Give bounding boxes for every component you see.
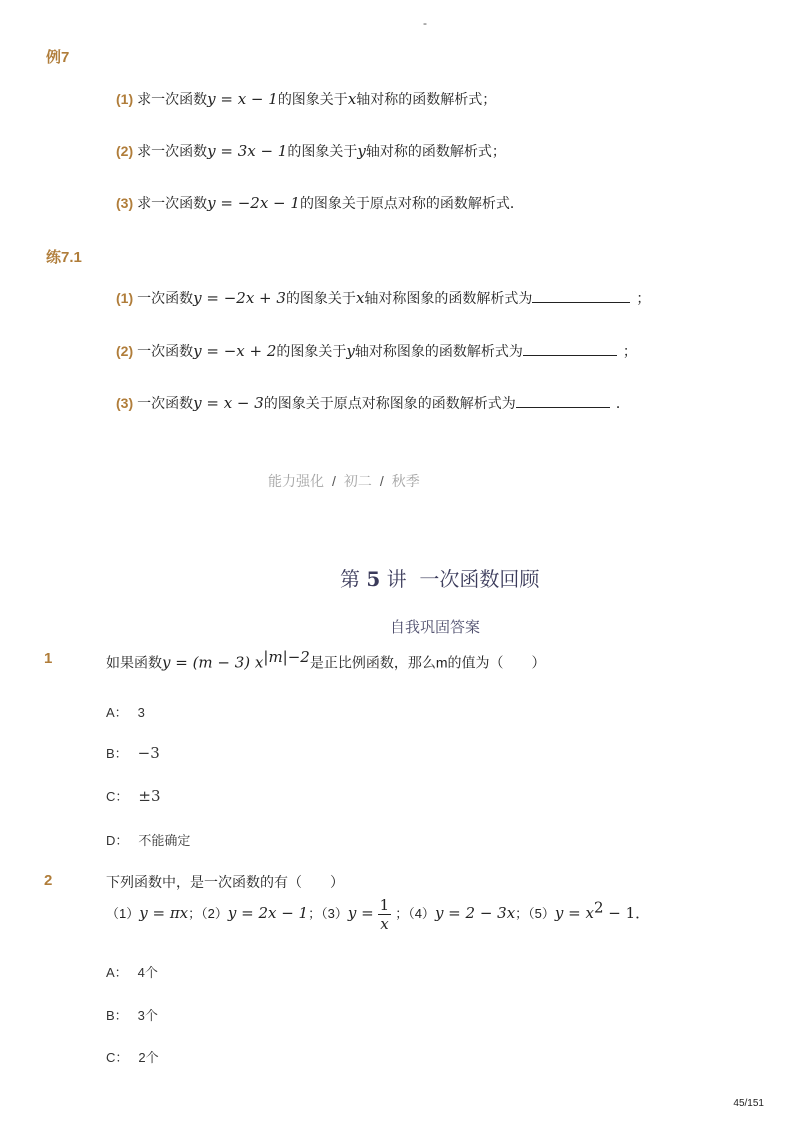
example-7-title: 例7 (46, 49, 70, 66)
question-1-text: 如果函数y = (m − 3) $x^{|m|-2}$是正比例函数，那么m的值为（ ） (106, 648, 546, 672)
example-7-item-3: (3) 求一次函数y = −2x − 1的图象关于原点对称的函数解析式． (116, 194, 524, 212)
example-7-item-2: (2) 求一次函数y = 3x − 1的图象关于y轴对称的函数解析式； (116, 142, 506, 160)
question-1-number: 1 (44, 650, 53, 667)
lecture-title: 第 5 讲 一次函数回顾 (340, 567, 540, 591)
answer-blank[interactable] (516, 395, 610, 408)
question-2-formulas: （1）y = πx；（2）y = 2x − 1；（3）y = $\frac{1}{x}$ ；（4）y = 2 − 3x；$(5)y = x^2 - 1$． (106, 896, 651, 933)
practice-item-2: (2) 一次函数y = −x + 2的图象关于y轴对称图象的函数解析式为 ； (116, 342, 637, 360)
q1-option-a[interactable]: A： 3 (106, 705, 145, 720)
practice-item-1: (1) 一次函数y = −2x + 3的图象关于x轴对称图象的函数解析式为 ； (116, 289, 651, 307)
question-2-text: 下列函数中，是一次函数的有（ ） (106, 874, 344, 890)
fraction: $\frac{1}{x}$ (379, 896, 390, 933)
q2-option-a[interactable]: A： 4个 (106, 965, 158, 980)
answer-blank[interactable] (532, 290, 630, 303)
q1-option-b[interactable]: B： −3 (106, 744, 160, 762)
top-mark: - (423, 16, 427, 30)
question-2-number: 2 (44, 872, 53, 889)
q1-option-c[interactable]: C： ±3 (106, 787, 161, 805)
practice-7-1-title: 练7.1 (46, 249, 82, 266)
page-number: 45/151 (733, 1098, 764, 1109)
answer-blank[interactable] (523, 343, 617, 356)
course-footer: 能力强化 / 初二 / 秋季 (268, 473, 420, 489)
q2-option-c[interactable]: C： 2个 (106, 1050, 159, 1065)
section-subtitle: 自我巩固答案 (390, 618, 481, 636)
q1-option-d[interactable]: D： 不能确定 (106, 833, 191, 848)
q2-option-b[interactable]: B： 3个 (106, 1008, 158, 1023)
example-7-item-1: (1) 求一次函数y = x − 1的图象关于x轴对称的函数解析式； (116, 90, 497, 108)
practice-item-3: (3) 一次函数y = x − 3的图象关于原点对称图象的函数解析式为 ． (116, 394, 630, 412)
